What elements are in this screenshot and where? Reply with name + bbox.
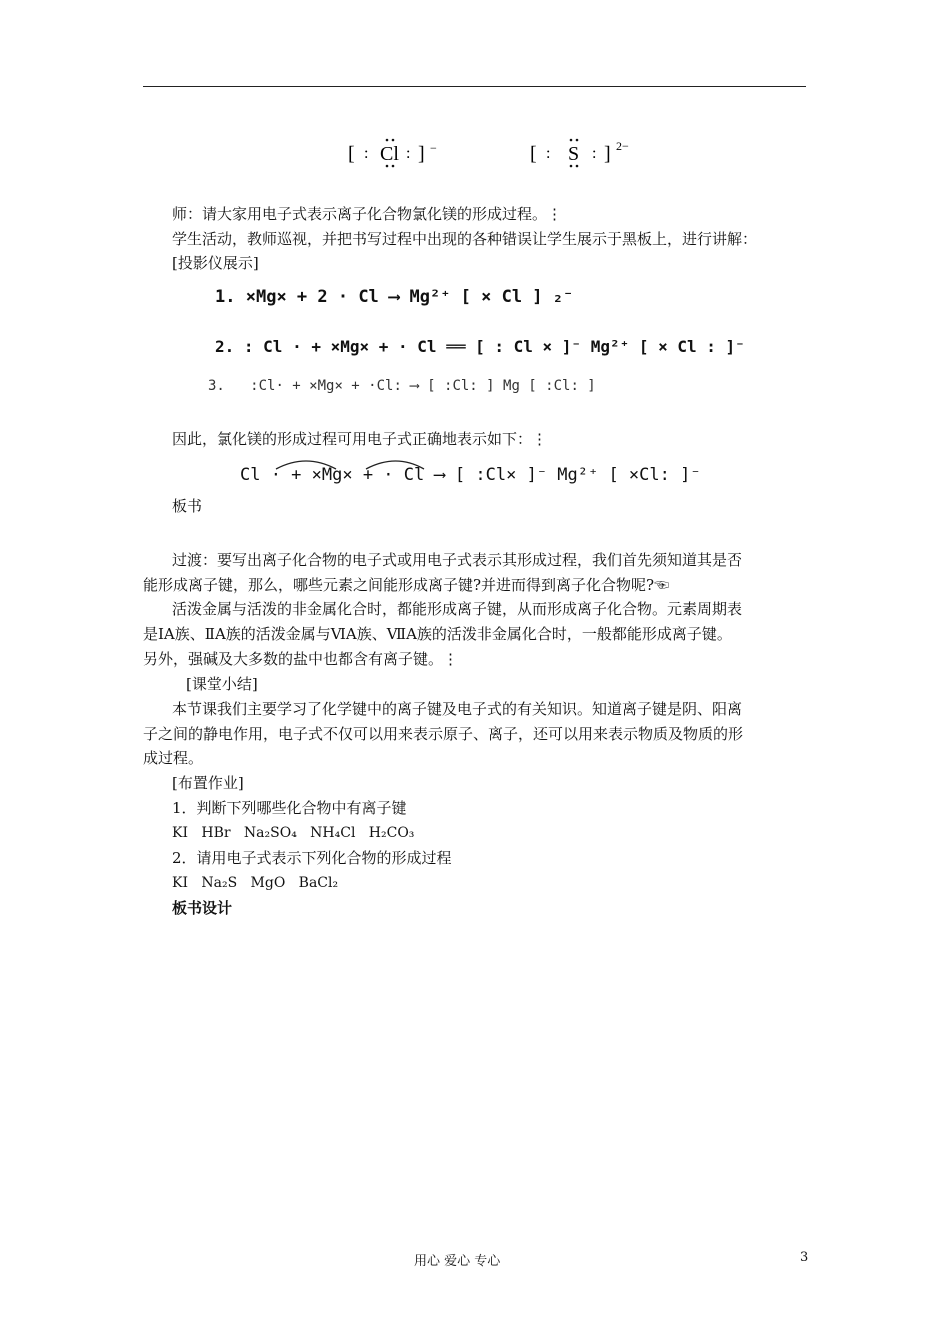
correct-formula-text: Cl · + ×Mg× + · Cl ⟶ [ :Cl× ]⁻ Mg²⁺ [ ×Cl: ]⁻ — [240, 465, 701, 485]
svg-text:]: ] — [604, 143, 611, 165]
therefore-line: 因此，氯化镁的形成过程可用电子式正确地表示如下：⋮ — [172, 430, 548, 448]
svg-text::: : — [406, 145, 411, 162]
summary-line-3: 成过程。 — [143, 749, 204, 767]
svg-text:S: S — [568, 143, 580, 165]
svg-text:[: [ — [530, 143, 537, 165]
svg-text::: : — [364, 145, 369, 162]
homework-list-2: KI Na₂S MgO BaCl₂ — [172, 875, 339, 891]
homework-item-1: 1．判断下列哪些化合物中有离子键 — [172, 799, 407, 817]
svg-text:Cl: Cl — [380, 143, 399, 165]
svg-text:2−: 2− — [616, 139, 629, 153]
active-line-1: 活泼金属与活泼的非金属化合时，都能形成离子键，从而形成离子化合物。元素周期表 — [172, 600, 743, 618]
hand-pointer-icon: ☜ — [654, 576, 670, 594]
homework-list-1: KI HBr Na₂SO₄ NH₄Cl H₂CO₃ — [172, 825, 415, 841]
summary-line-2: 子之间的静电作用，电子式不仅可以用来表示原子、离子，还可以用来表示物质及物质的形 — [143, 725, 744, 743]
board-design-heading: 板书设计 — [172, 899, 233, 917]
projector-line: [投影仪展示] — [172, 254, 259, 272]
page-number: 3 — [800, 1250, 809, 1265]
board-label: 板书 — [172, 497, 203, 515]
transition-line-1: 过渡：要写出离子化合物的电子式或用电子式表示其形成过程，我们首先须知道其是否 — [172, 551, 743, 569]
svg-text::: : — [592, 145, 597, 162]
teacher-line: 师：请大家用电子式表示离子化合物氯化镁的形成过程。⋮ — [172, 205, 563, 223]
summary-heading: [课堂小结] — [186, 675, 258, 693]
active-line-3: 另外，强碱及大多数的盐中也都含有离子键。⋮ — [143, 650, 459, 668]
student-line: 学生活动，教师巡视，并把书写过程中出现的各种错误让学生展示于黑板上，进行讲解： — [172, 230, 758, 248]
header-rule — [143, 86, 806, 87]
homework-item-2: 2．请用电子式表示下列化合物的形成过程 — [172, 849, 452, 867]
formula-3: 3. :Cl· + ×Mg× + ·Cl: ⟶ [ :Cl: ] Mg [ :Cl: ] — [208, 378, 596, 394]
lewis-s-ion — [530, 139, 629, 168]
summary-line-1: 本节课我们主要学习了化学键中的离子键及电子式的有关知识。知道离子键是阴、阳离 — [172, 700, 743, 718]
svg-text:]: ] — [418, 143, 425, 165]
svg-text::: : — [546, 145, 551, 162]
formula-2: 2. : Cl · + ×Mg× + · Cl ══ [ : Cl × ]⁻ Mg²⁺ [ × Cl : ]⁻ — [215, 337, 745, 356]
lewis-structures — [340, 130, 660, 170]
footer-motto: 用心 爱心 专心 — [414, 1254, 501, 1269]
active-line-2: 是ⅠA族、ⅡA族的活泼金属与ⅥA族、ⅦA族的活泼非金属化合时，一般都能形成离子键。 — [143, 625, 732, 643]
transition-line-2: 能形成离子键，那么，哪些元素之间能形成离子键?并进而得到离子化合物呢?☜ — [143, 576, 670, 594]
formula-1: 1. ×Mg× + 2 · Cl ⟶ Mg²⁺ [ × Cl ] ₂⁻ — [215, 287, 574, 307]
lewis-cl-ion — [348, 139, 437, 168]
homework-heading: [布置作业] — [172, 774, 244, 792]
svg-text:−: − — [430, 141, 437, 155]
bracket-left: [ — [348, 143, 355, 165]
